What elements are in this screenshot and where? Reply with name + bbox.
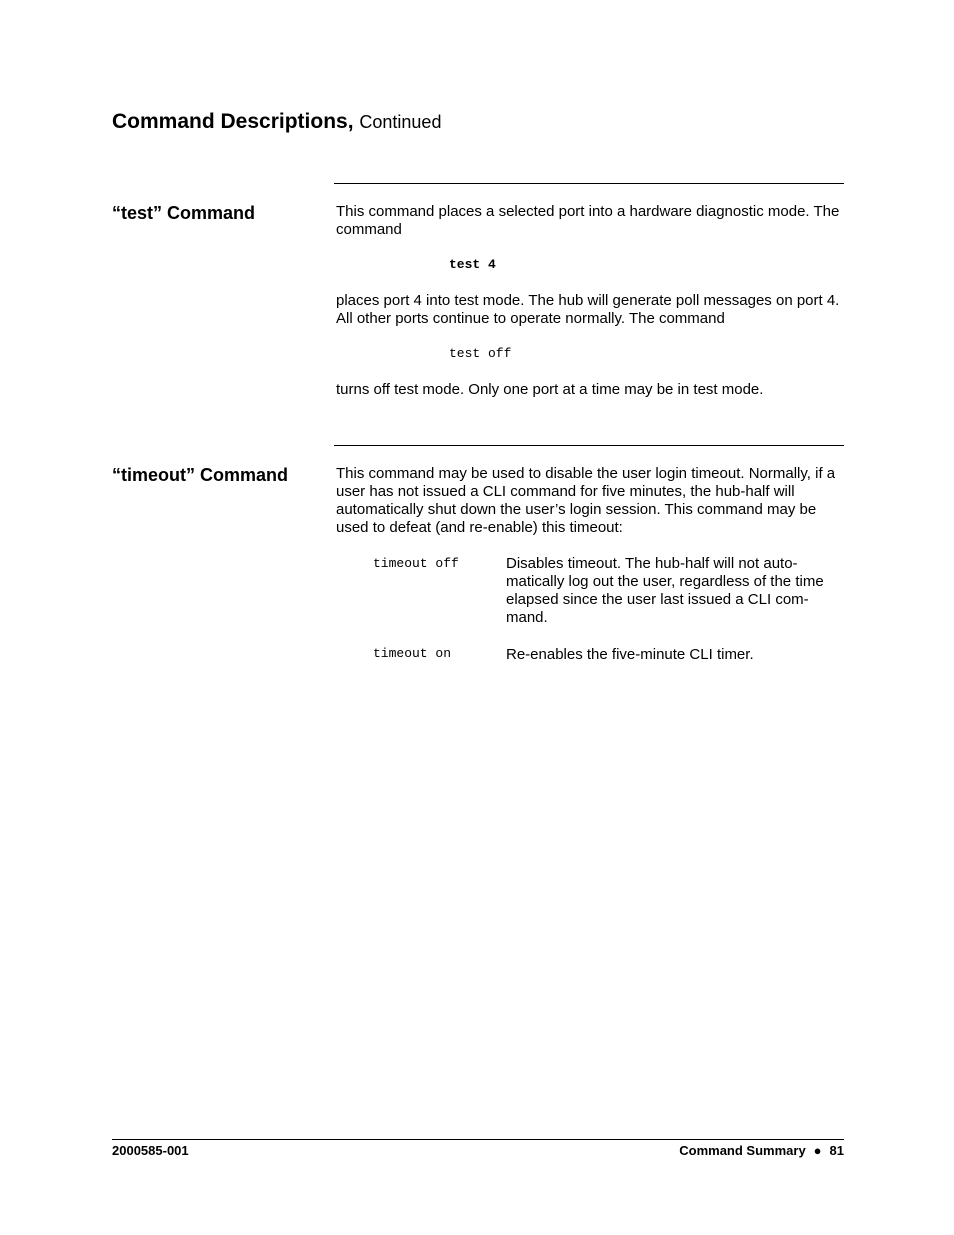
section-divider-test bbox=[334, 183, 844, 184]
footer-page-info bbox=[679, 1143, 844, 1158]
page-title-main: Command Descriptions, bbox=[112, 110, 354, 133]
code-example-timeout-on: timeout on bbox=[373, 646, 452, 661]
footer-divider bbox=[112, 1139, 844, 1140]
page-title bbox=[112, 110, 441, 134]
test-description-off: turns off test mode. Only one port at a time may be in test mode. bbox=[336, 381, 764, 398]
timeout-description-intro: This command may be used to disable the user login timeout. Normally, if a user has not issued a CLI command for five minutes, the hub-half will automatically shut down the user’s login session. This command may be used to defeat (and re-enable) this timeout: bbox=[336, 465, 836, 536]
code-example-test-4: test 4 bbox=[449, 257, 496, 272]
section-divider-timeout bbox=[334, 445, 844, 446]
timeout-off-description: Disables timeout. The hub-half will not auto-matically log out the user, regardless of the time elapsed since the user last issued a CLI com-mand. bbox=[506, 555, 824, 626]
test-description-port-4: places port 4 into test mode. The hub will generate poll messages on port 4. All other ports continue to operate normally. The command bbox=[336, 292, 840, 327]
page-title-continued: Continued bbox=[359, 112, 442, 132]
section-heading-test: “test” Command bbox=[112, 203, 256, 223]
footer-page-number: 81 bbox=[829, 1143, 844, 1158]
footer-doc-number: 2000585-001 bbox=[112, 1143, 189, 1158]
code-example-timeout-off: timeout off bbox=[373, 556, 459, 571]
test-description-intro: This command places a selected port into a hardware diagnostic mode. The command bbox=[336, 203, 840, 238]
footer-section-name: Command Summary bbox=[679, 1143, 806, 1158]
timeout-on-description: Re-enables the five-minute CLI timer. bbox=[506, 646, 754, 663]
code-example-test-off: test off bbox=[449, 346, 512, 361]
section-heading-timeout: “timeout” Command bbox=[112, 465, 289, 485]
footer-bullet: ● bbox=[813, 1143, 822, 1158]
